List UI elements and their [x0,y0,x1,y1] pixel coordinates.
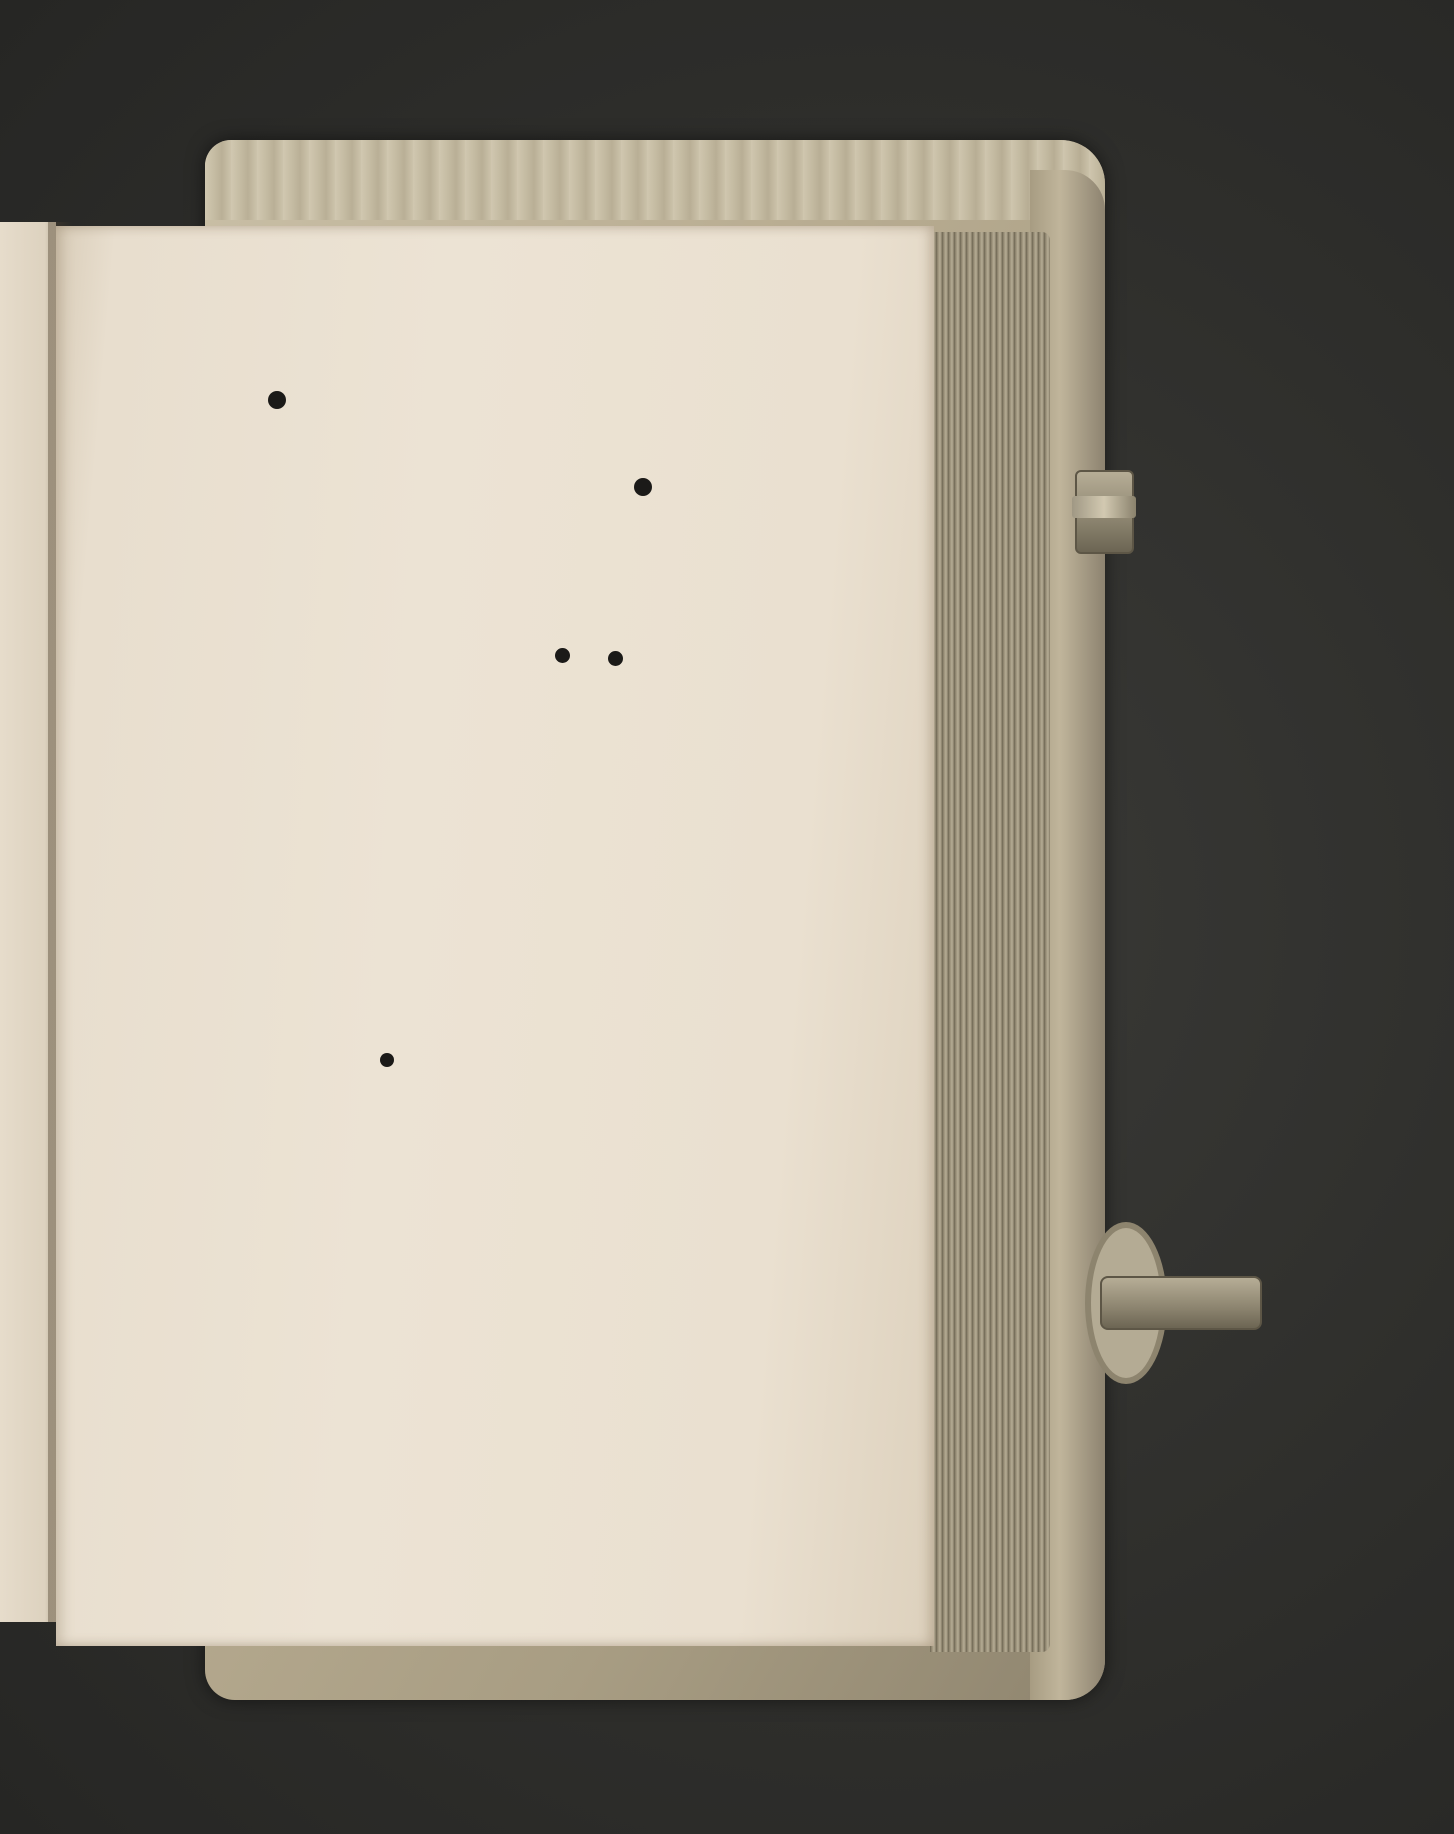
upper-clasp-pin [1072,496,1136,518]
lower-clasp [1100,1276,1262,1330]
worm-hole [634,478,652,496]
chapter-subtitle [120,384,770,424]
page-edges [930,232,1050,1652]
worm-hole [608,651,623,666]
book-cover-top-edge [205,140,1105,220]
running-head [120,278,770,318]
page-footer [120,426,770,464]
page-text [120,278,770,464]
worm-hole [380,1053,394,1067]
worm-hole [268,391,286,409]
chapter-heading [120,348,770,384]
worm-hole [555,648,570,663]
